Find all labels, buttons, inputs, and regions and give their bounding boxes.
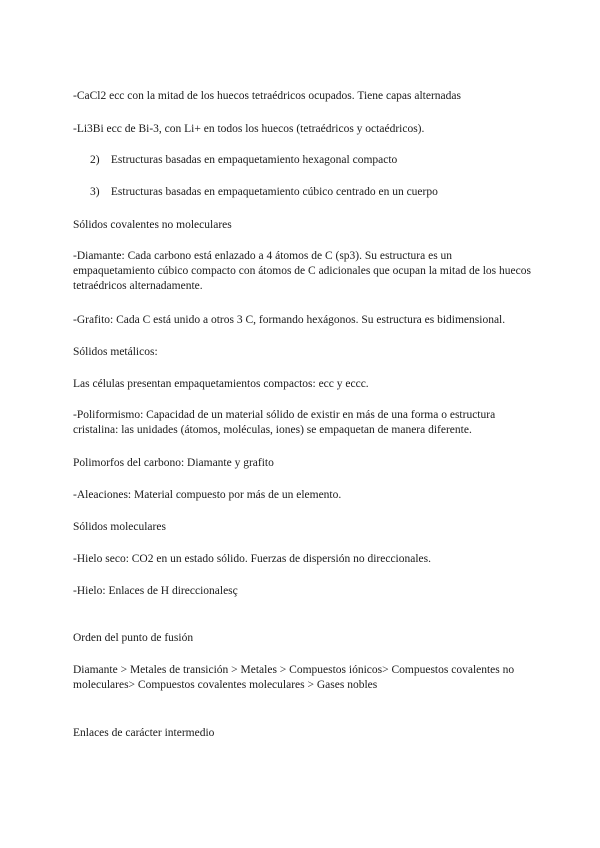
list-text: Estructuras basadas en empaquetamiento hexagonal compacto	[110, 154, 398, 166]
paragraph-celulas: Las células presentan empaquetamientos compactos: ecc y eccc.	[73, 378, 369, 390]
heading-metalicos: Sólidos metálicos:	[73, 346, 158, 358]
list-item-3	[90, 185, 530, 200]
paragraph-polimorfos: Polimorfos del carbono: Diamante y grafito	[73, 457, 274, 469]
paragraph-grafito: -Grafito: Cada C está unido a otros 3 C, formando hexágonos. Su estructura es bidimensional.	[73, 314, 506, 326]
heading-moleculares: Sólidos moleculares	[73, 521, 166, 533]
heading-covalentes: Sólidos covalentes no moleculares	[73, 219, 232, 231]
list-number: 3)	[90, 186, 100, 198]
paragraph-li3bi: -Li3Bi ecc de Bi-3, con Li+ en todos los huecos (tetraédricos y octaédricos).	[73, 123, 425, 135]
paragraph-aleaciones: -Aleaciones: Material compuesto por más de un elemento.	[73, 489, 342, 501]
list-number: 2)	[90, 154, 100, 166]
list-item-2	[90, 153, 530, 168]
paragraph-orden: Diamante > Metales de transición > Metales > Compuestos iónicos> Compuestos covalentes no moleculares> Compuestos covalentes moleculares > Gases nobles	[73, 664, 515, 691]
paragraph-poliformismo: -Poliformismo: Capacidad de un material sólido de existir en más de una forma o estructura cristalina: las unidades (átomos, moléculas, iones) se empaquetan de manera diferente.	[73, 409, 496, 436]
list-text: Estructuras basadas en empaquetamiento cúbico centrado en un cuerpo	[110, 186, 438, 198]
paragraph-hielo: -Hielo: Enlaces de H direccionalesç	[73, 585, 238, 597]
paragraph-diamante: -Diamante: Cada carbono está enlazado a 4 átomos de C (sp3). Su estructura es un empaquetamiento cúbico compacto con átomos de C adicionales que ocupan la mitad de los huecos tetraédricos alternadamente.	[73, 250, 531, 292]
paragraph-hielo-seco: -Hielo seco: CO2 en un estado sólido. Fuerzas de dispersión no direccionales.	[73, 553, 432, 565]
heading-orden-fusion: Orden del punto de fusión	[73, 632, 194, 644]
paragraph-cacl2: -CaCl2 ecc con la mitad de los huecos tetraédricos ocupados. Tiene capas alternadas	[73, 90, 461, 102]
heading-enlaces-intermedio: Enlaces de carácter intermedio	[73, 727, 215, 739]
